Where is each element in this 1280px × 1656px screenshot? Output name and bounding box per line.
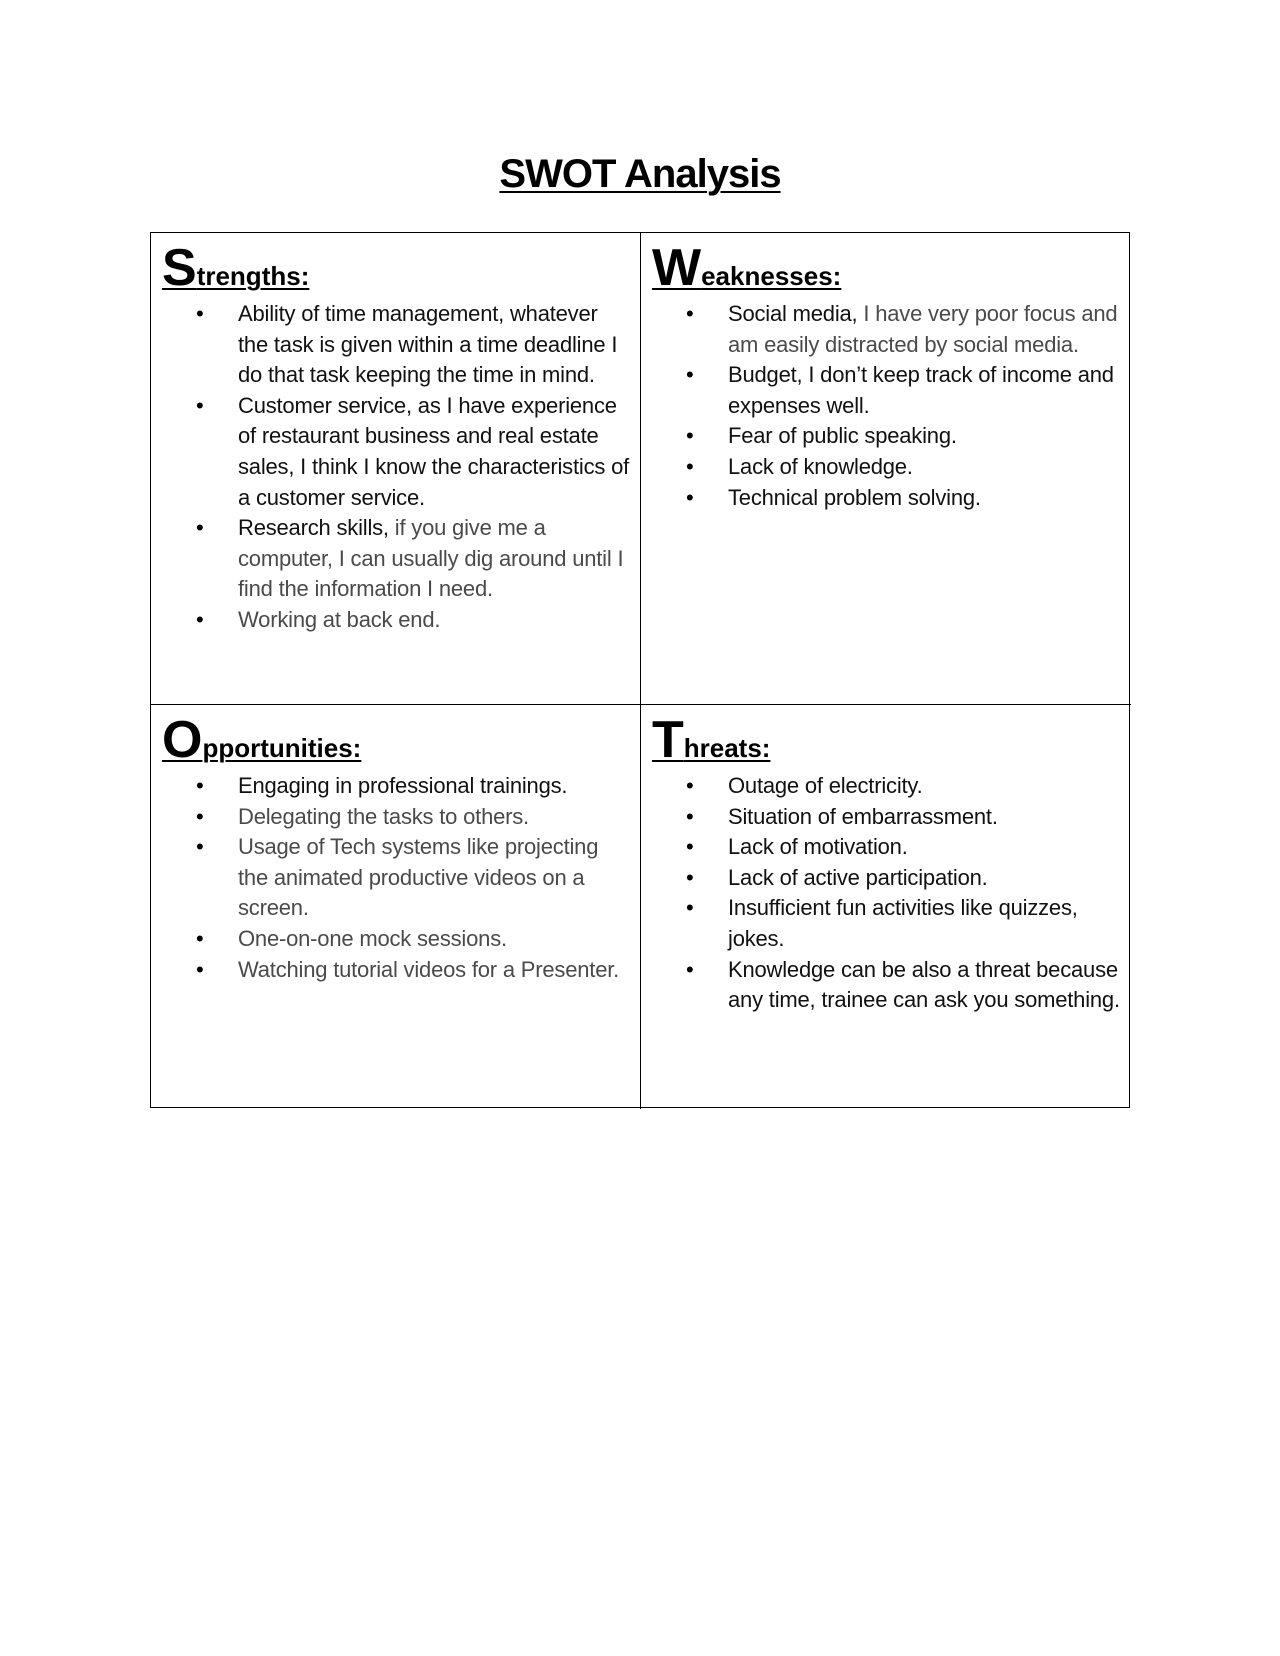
item-text-secondary: I have very poor focus and am easily distracted by social media. bbox=[728, 301, 1118, 357]
weaknesses-heading-rest: eaknesses: bbox=[701, 261, 842, 291]
list-item bbox=[162, 832, 632, 924]
strengths-cell bbox=[151, 233, 641, 705]
bullet-icon: • bbox=[686, 834, 694, 860]
item-text: Research skills, bbox=[238, 515, 395, 541]
list-item bbox=[652, 863, 1123, 894]
bullet-icon: • bbox=[196, 925, 204, 951]
weaknesses-initial: W bbox=[652, 239, 702, 297]
item-text-secondary: Usage of Tech systems like projecting the animated productive videos on a screen. bbox=[238, 834, 599, 921]
bullet-icon: • bbox=[686, 773, 694, 798]
opportunities-list bbox=[162, 771, 632, 985]
list-item bbox=[652, 893, 1123, 954]
opportunities-cell bbox=[151, 705, 641, 1109]
list-item bbox=[162, 391, 632, 513]
bullet-icon: • bbox=[196, 803, 204, 829]
list-item bbox=[162, 605, 632, 636]
threats-heading bbox=[652, 711, 1123, 769]
opportunities-heading-rest: pportunities: bbox=[202, 733, 362, 763]
item-text-secondary: One-on-one mock sessions. bbox=[238, 925, 507, 951]
strengths-heading bbox=[162, 239, 632, 297]
page-title: SWOT Analysis bbox=[499, 152, 781, 196]
opportunities-heading bbox=[162, 711, 632, 769]
item-text: Budget, I don’t keep track of income and expenses well. bbox=[728, 362, 1114, 418]
list-item bbox=[652, 452, 1123, 483]
bullet-icon: • bbox=[196, 392, 204, 418]
list-item bbox=[652, 299, 1123, 360]
list-item bbox=[652, 421, 1123, 452]
item-text: Outage of electricity. bbox=[728, 773, 923, 798]
bullet-icon: • bbox=[686, 423, 694, 449]
bullet-icon: • bbox=[686, 301, 694, 326]
bullet-icon: • bbox=[196, 956, 204, 982]
bullet-icon: • bbox=[686, 453, 694, 479]
weaknesses-cell bbox=[641, 233, 1131, 705]
item-text-secondary: Delegating the tasks to others. bbox=[238, 803, 529, 829]
bullet-icon: • bbox=[196, 606, 204, 632]
item-text: Technical problem solving. bbox=[728, 484, 981, 510]
list-item bbox=[652, 360, 1123, 421]
strengths-heading-rest: trengths: bbox=[196, 261, 310, 291]
bullet-icon: • bbox=[686, 956, 694, 982]
item-text: Situation of embarrassment. bbox=[728, 803, 998, 829]
bullet-icon: • bbox=[196, 834, 204, 860]
item-text: Social media, bbox=[728, 301, 864, 326]
opportunities-initial: O bbox=[162, 711, 203, 769]
threats-heading-rest: hreats: bbox=[683, 733, 771, 763]
list-item bbox=[162, 955, 632, 986]
threats-initial: T bbox=[652, 711, 684, 769]
bullet-icon: • bbox=[686, 864, 694, 890]
item-text-secondary: Watching tutorial videos for a Presenter. bbox=[238, 956, 620, 982]
item-text: Fear of public speaking. bbox=[728, 423, 957, 449]
bullet-icon: • bbox=[686, 895, 694, 921]
item-text-secondary: if you give me a computer, I can usually dig around until I find the information I need. bbox=[238, 515, 624, 602]
item-text: Insufficient fun activities like quizzes, jokes. bbox=[728, 895, 1078, 951]
weaknesses-list bbox=[652, 299, 1123, 513]
strengths-list bbox=[162, 299, 632, 636]
item-text: Lack of knowledge. bbox=[728, 453, 913, 479]
list-item bbox=[162, 299, 632, 391]
threats-list bbox=[652, 771, 1123, 1016]
bullet-icon: • bbox=[686, 484, 694, 510]
item-text: Knowledge can be also a threat because any time, trainee can ask you something. bbox=[728, 956, 1120, 1013]
item-text-secondary: Working at back end. bbox=[238, 606, 441, 632]
item-text: Lack of active participation. bbox=[728, 864, 988, 890]
threats-cell bbox=[641, 705, 1131, 1109]
weaknesses-heading bbox=[652, 239, 1123, 297]
bullet-icon: • bbox=[686, 362, 694, 388]
bullet-icon: • bbox=[196, 301, 204, 326]
list-item bbox=[652, 955, 1123, 1016]
list-item bbox=[652, 771, 1123, 802]
list-item bbox=[162, 924, 632, 955]
list-item bbox=[652, 483, 1123, 514]
item-text: Ability of time management, whatever the task is given within a time deadline I do that task keeping the time in mind. bbox=[238, 301, 618, 388]
list-item bbox=[652, 832, 1123, 863]
bullet-icon: • bbox=[196, 515, 204, 541]
item-text: Lack of motivation. bbox=[728, 834, 908, 860]
bullet-icon: • bbox=[196, 773, 204, 798]
strengths-initial: S bbox=[162, 239, 197, 297]
item-text: Engaging in professional trainings. bbox=[238, 773, 568, 798]
swot-table bbox=[150, 232, 1130, 1108]
list-item bbox=[162, 802, 632, 833]
list-item bbox=[162, 513, 632, 605]
list-item bbox=[652, 802, 1123, 833]
item-text: Customer service, as I have experience of restaurant business and real estate sales, I think I know the characteristics of a customer service. bbox=[238, 392, 630, 510]
bullet-icon: • bbox=[686, 803, 694, 829]
list-item bbox=[162, 771, 632, 802]
